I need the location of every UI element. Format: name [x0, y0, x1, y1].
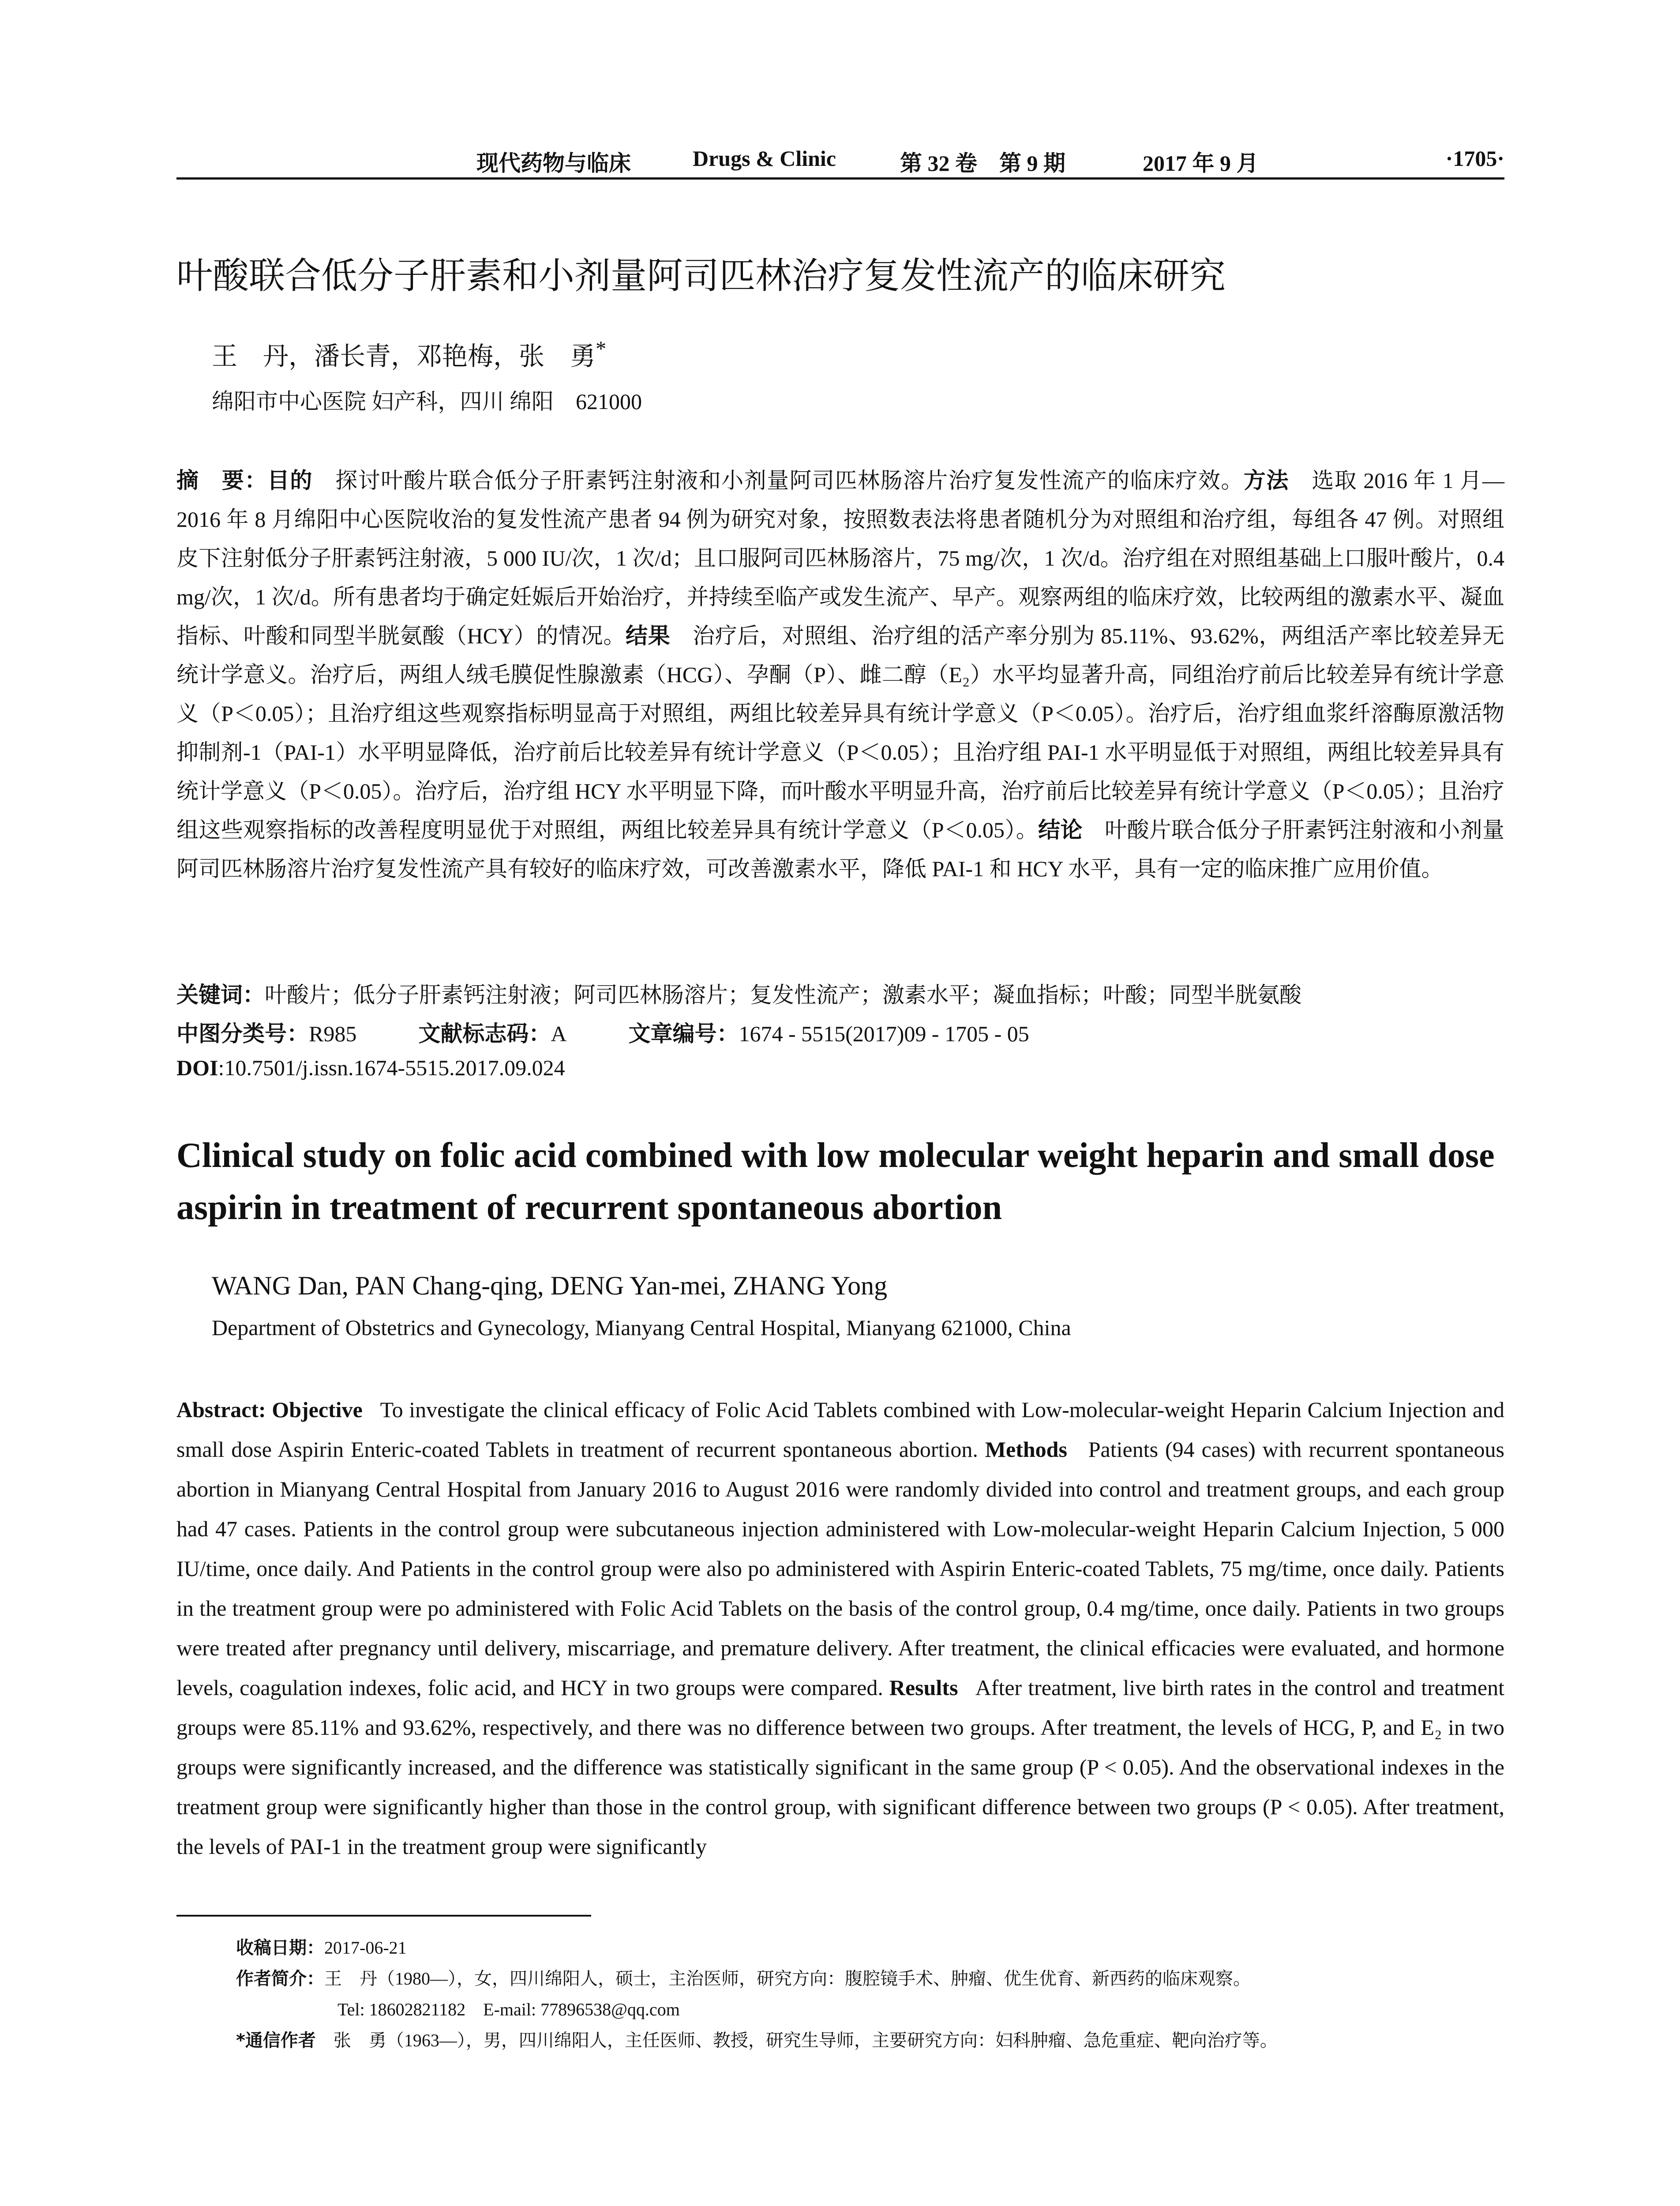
- clc-label: 中图分类号：: [176, 1021, 309, 1047]
- page-number: ·1705·: [1445, 146, 1504, 171]
- methods-label-en: Methods: [985, 1437, 1067, 1462]
- journal-name-cn: 现代药物与临床: [476, 150, 631, 176]
- keywords-text: 叶酸片；低分子肝素钙注射液；阿司匹林肠溶片；复发性流产；激素水平；凝血指标；叶酸；同型半胱氨酸: [265, 983, 1301, 1007]
- results-label-cn: 结果: [626, 623, 671, 649]
- authors-cn: [212, 335, 606, 372]
- author-bio-label: 作者简介：: [236, 1969, 324, 1989]
- footnote-rule: [176, 1915, 591, 1917]
- methods-label-cn: 方法: [1243, 468, 1289, 493]
- conclusion-label-cn: 结论: [1038, 817, 1083, 843]
- title-cn: 叶酸联合低分子肝素和小剂量阿司匹林治疗复发性流产的临床研究: [176, 255, 1226, 297]
- doc-code-label: 文献标志码：: [418, 1021, 551, 1047]
- affiliation-en: Department of Obstetrics and Gynecology, Mianyang Central Hospital, Mianyang 621000, China: [212, 1315, 1071, 1340]
- conclusion-cn: 叶酸片联合低分子肝素钙注射液和小剂量阿司匹林肠溶片治疗复发性流产具有较好的临床疗效，可改善激素水平，降低 PAI-1 和 HCY 水平，具有一定的临床推广应用价值。: [176, 818, 1505, 881]
- corresponding-mark: *: [596, 337, 607, 361]
- abstract-cn-label: 摘 要：: [176, 468, 267, 493]
- corresponding-text: 张 勇（1963—），男，四川绵阳人，主任医师、教授，研究生导师，主要研究方向：妇科肿瘤、急危重症、靶向治疗等。: [333, 2030, 1278, 2050]
- methods-cn: 选取 2016 年 1 月—2016 年 8 月绵阳中心医院收治的复发性流产患者 94 例为研究对象，按照数表法将患者随机分为对照组和治疗组，每组各 47 例。对照组皮下注射低分子肝素钙注射液，5 000 IU/次，1 次/d；且口服阿司匹林肠溶片，75 mg/次，1 次/d。治疗组在对照组基础上口服叶酸片，0.4 mg/次，1 次/d。所有患者均于确定妊娠后开始治疗，并持续至临产或发生流产、早产。观察两组的临床疗效，比较两组的激素水平、凝血指标、叶酸和同型半胱氨酸（HCY）的情况。: [176, 468, 1505, 648]
- article-number-label: 文章编号：: [628, 1021, 739, 1047]
- abstract-en: [176, 1390, 1504, 1866]
- running-header: [176, 142, 1504, 177]
- received-label: 收稿日期：: [236, 1938, 324, 1958]
- objective-label-en: Objective: [272, 1397, 363, 1422]
- abstract-cn: [176, 461, 1504, 888]
- volume-issue: 第 32 卷 第 9 期: [900, 151, 1065, 176]
- corresponding-author: [236, 2025, 1493, 2056]
- results-cn: 治疗后，对照组、治疗组的活产率分别为 85.11%、93.62%，两组活产率比较差异无统计学意义。治疗后，两组人绒毛膜促性腺激素（HCG）、孕酮（P）、雌二醇（E₂）水平均显著升高，同组治疗前后比较差异有统计学意义（P＜0.05）；且治疗组这些观察指标明显高于对照组，两组比较差异具有统计学意义（P＜0.05）。治疗后，治疗组血浆纤溶酶原激活物抑制剂-1（PAI-1）水平明显降低，治疗前后比较差异有统计学意义（P＜0.05）；且治疗组 PAI-1 水平明显低于对照组，两组比较差异具有统计学意义（P＜0.05）。治疗后，治疗组 HCY 水平明显下降，而叶酸水平明显升高，治疗前后比较差异有统计学意义（P＜0.05）；且治疗组这些观察指标的改善程度明显优于对照组，两组比较差异具有统计学意义（P＜0.05）。: [176, 623, 1505, 842]
- results-label-en: Results: [889, 1675, 958, 1700]
- received-value: 2017-06-21: [324, 1938, 407, 1958]
- article-number-value: 1674 - 5515(2017)09 - 1705 - 05: [739, 1021, 1029, 1046]
- received-date: [236, 1932, 1493, 1963]
- keywords-cn: [176, 977, 1301, 1009]
- title-en: Clinical study on folic acid combined with low molecular weight heparin and small dose aspirin in treatment of recurrent spontaneous abortion: [176, 1136, 1495, 1227]
- doi-value: :10.7501/j.issn.1674-5515.2017.09.024: [218, 1055, 565, 1080]
- classification-line: [176, 1016, 1091, 1048]
- doi-line: [176, 1055, 565, 1080]
- authors-en: WANG Dan, PAN Chang-qing, DENG Yan-mei, ZHANG Yong: [212, 1271, 888, 1300]
- methods-en: Patients (94 cases) with recurrent spontaneous abortion in Mianyang Central Hospital from January 2016 to August 2016 were randomly divided into control and treatment groups, and each group had 47 cases. Patients in the control group were subcutaneous injection administered with Low-molecular-weight Heparin Calcium Injection, 5 000 IU/time, once daily. And Patients in the control group were also po administered with Aspirin Enteric-coated Tablets, 75 mg/time, once daily. Patients in the treatment group were po administered with Folic Acid Tablets on the basis of the control group, 0.4 mg/time, once daily. Patients in two groups were treated after pregnancy until delivery, miscarriage, and premature delivery. After treatment, the clinical efficacies were evaluated, and hormone levels, coagulation indexes, folic acid, and HCY in two groups were compared.: [176, 1437, 1505, 1700]
- author-bio: [236, 1963, 1493, 1994]
- abstract-en-label: Abstract:: [176, 1397, 266, 1422]
- issue-date: 2017 年 9 月: [1143, 151, 1259, 176]
- objective-cn: 探讨叶酸片联合低分子肝素钙注射液和小剂量阿司匹林肠溶片治疗复发性流产的临床疗效。: [335, 468, 1244, 493]
- author-contact: Tel: 18602821182 E-mail: 77896538@qq.com: [338, 2000, 680, 2019]
- clc-value: R985: [309, 1021, 357, 1046]
- footnotes: [236, 1932, 1493, 2056]
- affiliation-cn: 绵阳市中心医院 妇产科，四川 绵阳 621000: [212, 389, 642, 414]
- objective-en: To investigate the clinical efficacy of Folic Acid Tablets combined with Low-molecular-weight Heparin Calcium Injection and small dose Aspirin Enteric-coated Tablets in treatment of recurrent spontaneous abortion.: [176, 1397, 1505, 1462]
- objective-label-cn: 目的: [267, 468, 313, 493]
- doc-code-value: A: [551, 1021, 567, 1046]
- header-rule: [176, 177, 1504, 180]
- keywords-label: 关键词：: [176, 982, 265, 1008]
- journal-name-en: Drugs & Clinic: [693, 146, 836, 171]
- author-bio-text: 王 丹（1980—），女，四川绵阳人，硕士，主治医师，研究方向：腹腔镜手术、肿瘤、优生优育、新西药的临床观察。: [324, 1969, 1251, 1988]
- results-en: After treatment, live birth rates in the control and treatment groups were 85.11% and 93.62%, respectively, and there was no difference between two groups. After treatment, the levels of HCG, P, and E₂ in two groups were significantly increased, and the difference was statistically significant in the same group (P < 0.05). And the observational indexes in the treatment group were significantly higher than those in the control group, with significant difference between two groups (P < 0.05). After treatment, the levels of PAI-1 in the treatment group were significantly: [176, 1675, 1504, 1859]
- corresponding-label: *通信作者: [236, 2030, 316, 2051]
- authors-cn-names: 王 丹，潘长青，邓艳梅，张 勇: [212, 342, 596, 371]
- doi-label: DOI: [176, 1055, 218, 1080]
